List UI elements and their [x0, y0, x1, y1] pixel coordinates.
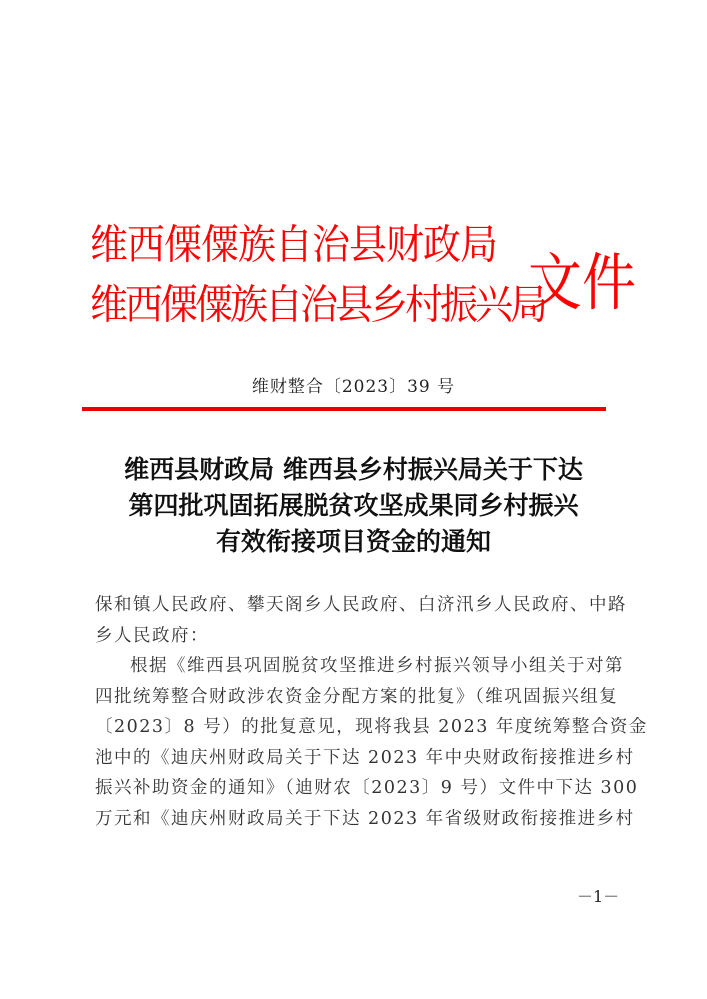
title-line-2: 第四批巩固拓展脱贫攻坚成果同乡村振兴 — [128, 491, 579, 520]
title-line-3: 有效衔接项目资金的通知 — [215, 527, 491, 556]
document-number: 维财整合〔2023〕39 号 — [251, 377, 456, 397]
page-number: －1－ — [577, 887, 620, 906]
document-title — [0, 452, 707, 560]
issuer-finance-bureau: 维西傈僳族自治县财政局 — [90, 220, 498, 269]
body-line-5: 振兴补助资金的通知》（迪财农〔2023〕9 号）文件中下达 300 — [95, 778, 639, 798]
body-line-3: 〔2023〕8 号）的批复意见，现将我县 2023 年度统筹整合资金 — [95, 717, 648, 737]
body-line-2: 四批统筹整合财政涉农资金分配方案的批复》（维巩固振兴组复 — [95, 686, 619, 707]
issuer-rural-revitalization-bureau: 维西傈僳族自治县乡村振兴局 — [90, 280, 546, 329]
body-line-1: 根据《维西县巩固脱贫攻坚推进乡村振兴领导小组关于对第 — [130, 656, 624, 676]
red-divider — [82, 407, 606, 411]
addressee-line-2: 乡人民政府： — [95, 625, 209, 646]
document-type-label: 文件 — [528, 246, 636, 320]
body-line-4: 池中的《迪庆州财政局关于下达 2023 年中央财政衔接推进乡村 — [95, 747, 635, 768]
title-line-1: 维西县财政局 维西县乡村振兴局关于下达 — [124, 455, 583, 484]
document-body — [95, 590, 648, 834]
addressee-line-1: 保和镇人民政府、攀天阁乡人民政府、白济汛乡人民政府、中路 — [95, 595, 627, 615]
issuer-block — [90, 212, 545, 332]
body-line-6: 万元和《迪庆州财政局关于下达 2023 年省级财政衔接推进乡村 — [95, 808, 635, 829]
